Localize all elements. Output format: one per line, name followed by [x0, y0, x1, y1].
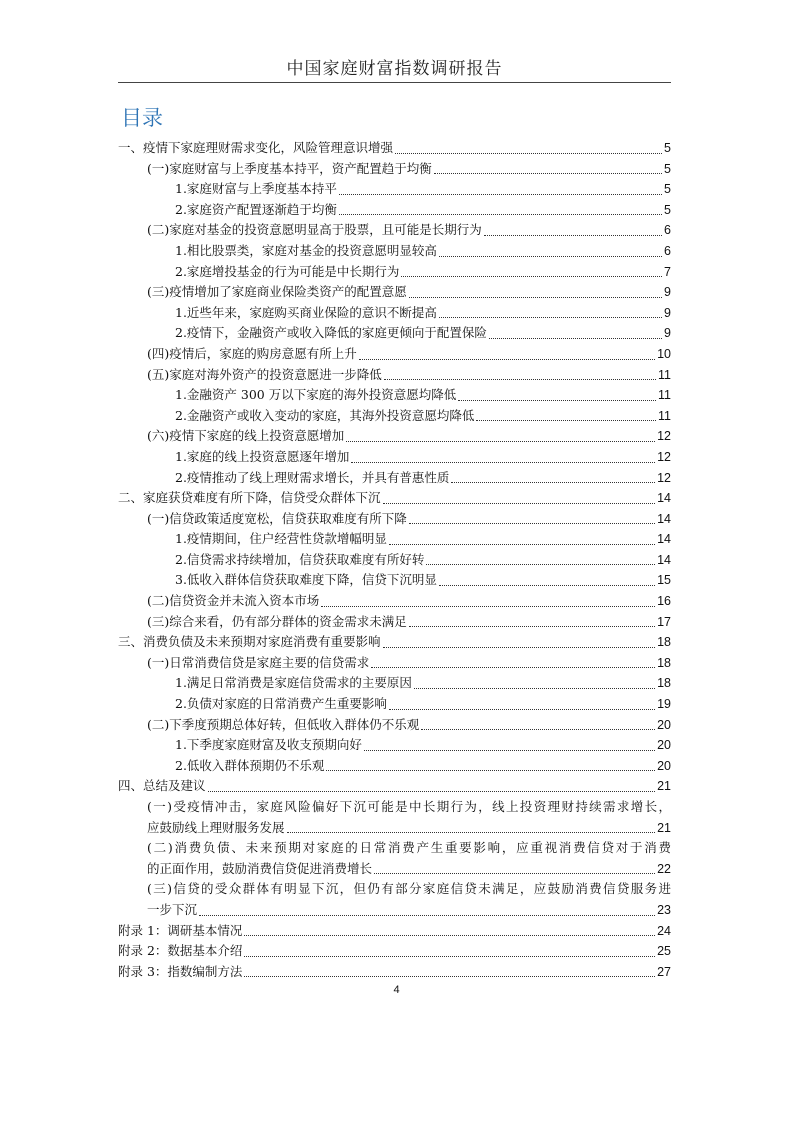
toc-entry-label: (一)家庭财富与上季度基本持平，资产配置趋于均衡 [147, 160, 432, 176]
toc-entry-label: 二、家庭获贷难度有所下降，信贷受众群体下沉 [118, 490, 381, 506]
toc-entry[interactable] [118, 962, 671, 983]
toc-entry-page: 27 [657, 964, 671, 979]
dot-leader [244, 935, 655, 936]
toc-entry-page: 18 [657, 635, 671, 650]
toc-entry-label: 1.相比股票类，家庭对基金的投资意愿明显较高 [175, 242, 437, 258]
table-of-contents [118, 138, 671, 982]
toc-entry[interactable] [118, 200, 671, 221]
toc-entry[interactable] [118, 529, 671, 550]
toc-entry[interactable] [118, 159, 671, 180]
toc-entry[interactable] [118, 879, 671, 920]
toc-entry-page: 20 [657, 717, 671, 732]
toc-entry-label: (三)疫情增加了家庭商业保险类资产的配置意愿 [147, 284, 407, 300]
dot-leader [409, 523, 655, 524]
toc-entry-label: 1.家庭财富与上季度基本持平 [175, 181, 337, 197]
toc-entry-label: (二)消费负债、未来预期对家庭的日常消费产生重要影响，应重视消费信贷对于消费 [147, 840, 671, 856]
dot-leader [321, 606, 655, 607]
toc-entry-label: 2.负债对家庭的日常消费产生重要影响 [175, 696, 387, 712]
dot-leader [439, 256, 662, 257]
toc-entry-page: 5 [664, 161, 671, 176]
toc-entry-page: 6 [664, 223, 671, 238]
toc-entry-label: 2.低收入群体预期仍不乐观 [175, 757, 325, 773]
toc-entry-page: 16 [657, 594, 671, 609]
toc-entry-page: 11 [658, 408, 671, 423]
dot-leader [451, 482, 655, 483]
toc-entry[interactable] [118, 509, 671, 530]
toc-entry-page: 12 [657, 470, 671, 485]
dot-leader [401, 276, 662, 277]
dot-leader [287, 832, 656, 833]
toc-entry[interactable] [118, 282, 671, 303]
toc-entry-page: 5 [664, 141, 671, 155]
dot-leader [384, 379, 656, 380]
dot-leader [409, 297, 662, 298]
toc-entry[interactable] [118, 838, 671, 879]
toc-entry[interactable] [118, 426, 671, 447]
toc-entry-label: 2.家庭增投基金的行为可能是中长期行为 [175, 263, 400, 279]
dot-leader [383, 647, 656, 648]
toc-entry[interactable] [118, 365, 671, 386]
toc-entry-page: 11 [658, 388, 671, 403]
toc-entry-label: (二)家庭对基金的投资意愿明显高于股票，且可能是长期行为 [147, 222, 482, 238]
dot-leader [395, 153, 662, 154]
dot-leader [346, 441, 655, 442]
toc-entry-label: 附录 1：调研基本情况 [118, 922, 243, 938]
dot-leader [364, 750, 655, 751]
toc-entry-label: (一)信贷政策适度宽松，信贷获取难度有所下降 [147, 510, 407, 526]
toc-entry-page: 21 [657, 820, 671, 835]
toc-entry[interactable] [118, 550, 671, 571]
dot-leader [339, 214, 662, 215]
toc-entry-page: 21 [657, 779, 671, 794]
toc-entry-label: 三、消费负债及未来预期对家庭消费有重要影响 [118, 634, 381, 650]
toc-entry[interactable] [118, 323, 671, 344]
toc-entry-label: 2.金融资产或收入变动的家庭，其海外投资意愿均降低 [175, 407, 475, 423]
toc-entry-label: 1.下季度家庭财富及收支预期向好 [175, 737, 362, 753]
toc-entry-page: 15 [657, 573, 671, 588]
toc-entry[interactable] [118, 612, 671, 633]
toc-entry[interactable] [118, 406, 671, 427]
toc-entry-label: (二)下季度预期总体好转，但低收入群体仍不乐观 [147, 716, 420, 732]
toc-entry-page: 12 [657, 449, 671, 464]
dot-leader [383, 503, 656, 504]
toc-entry-label-continued: 应鼓励线上理财服务发展 [147, 819, 285, 835]
toc-entry-page: 6 [664, 243, 671, 258]
toc-entry-page: 14 [657, 511, 671, 526]
toc-entry[interactable] [118, 344, 671, 365]
toc-entry-page: 18 [657, 676, 671, 691]
toc-entry-label: 1.近些年来，家庭购买商业保险的意识不断提高 [175, 304, 437, 320]
dot-leader [439, 585, 655, 586]
toc-entry-page: 11 [658, 367, 671, 382]
toc-entry[interactable] [118, 591, 671, 612]
dot-leader [439, 317, 662, 318]
toc-entry-page: 17 [657, 614, 671, 629]
toc-entry[interactable] [118, 488, 671, 509]
toc-entry[interactable] [118, 468, 671, 489]
toc-entry-page: 5 [664, 202, 671, 217]
toc-entry-page: 12 [657, 429, 671, 444]
toc-entry-page: 9 [664, 326, 671, 341]
toc-entry-page: 14 [657, 532, 671, 547]
toc-entry-label: 附录 2：数据基本介绍 [118, 943, 243, 959]
toc-entry-page: 5 [664, 182, 671, 197]
toc-entry-page: 14 [657, 491, 671, 506]
dot-leader [208, 791, 656, 792]
toc-entry[interactable] [118, 673, 671, 694]
toc-entry[interactable] [118, 632, 671, 653]
toc-entry-label: 3.低收入群体信贷获取难度下降，信贷下沉明显 [175, 572, 437, 588]
dot-leader [389, 544, 655, 545]
toc-title: 目录 [121, 106, 163, 130]
toc-entry[interactable] [118, 756, 671, 777]
dot-leader [426, 564, 655, 565]
toc-entry-label: 2.疫情推动了线上理财需求增长，并具有普惠性质 [175, 469, 450, 485]
toc-entry-label: 2.家庭资产配置逐渐趋于均衡 [175, 201, 337, 217]
header-rule [118, 82, 671, 83]
toc-entry-page: 9 [664, 285, 671, 300]
dot-leader [421, 729, 655, 730]
dot-leader [359, 359, 655, 360]
toc-entry-label: (四)疫情后，家庭的购房意愿有所上升 [147, 345, 357, 361]
dot-leader [244, 956, 655, 957]
toc-entry-label: (一)日常消费信贷是家庭主要的信贷需求 [147, 654, 370, 670]
toc-entry-page: 19 [657, 697, 671, 712]
toc-entry-label: (一)受疫情冲击，家庭风险偏好下沉可能是中长期行为，线上投资理财持续需求增长， [147, 799, 671, 814]
toc-entry[interactable] [118, 776, 671, 797]
dot-leader [409, 626, 655, 627]
toc-entry-label: 2.疫情下，金融资产或收入降低的家庭更倾向于配置保险 [175, 325, 487, 341]
toc-entry-label: 1.金融资产 300 万以下家庭的海外投资意愿均降低 [175, 387, 457, 403]
toc-entry[interactable] [118, 570, 671, 591]
toc-entry[interactable] [118, 715, 671, 736]
toc-entry-label: (五)家庭对海外资产的投资意愿进一步降低 [147, 366, 382, 382]
toc-entry[interactable] [118, 797, 671, 838]
toc-entry-label: 1.疫情期间，住户经营性贷款增幅明显 [175, 531, 387, 547]
toc-entry[interactable] [118, 653, 671, 674]
toc-entry[interactable] [118, 241, 671, 262]
toc-entry[interactable] [118, 447, 671, 468]
toc-entry-label-continued: 的正面作用，鼓励消费信贷促进消费增长 [147, 860, 373, 876]
toc-entry-label: (三)综合来看，仍有部分群体的资金需求未满足 [147, 613, 407, 629]
toc-entry-label: 1.满足日常消费是家庭信贷需求的主要原因 [175, 675, 412, 691]
toc-entry[interactable] [118, 694, 671, 715]
toc-entry[interactable] [118, 262, 671, 283]
toc-entry-page: 10 [657, 346, 671, 361]
toc-entry-label: 四、总结及建议 [118, 778, 206, 794]
dot-leader [414, 688, 655, 689]
toc-entry-page: 7 [664, 264, 671, 279]
dot-leader [339, 194, 662, 195]
toc-entry-page: 24 [657, 923, 671, 938]
dot-leader [489, 338, 662, 339]
toc-entry[interactable] [118, 735, 671, 756]
toc-entry-page: 20 [657, 738, 671, 753]
dot-leader [351, 462, 655, 463]
toc-entry-label: 附录 3：指数编制方法 [118, 963, 243, 979]
dot-leader [389, 709, 655, 710]
toc-entry-label: (六)疫情下家庭的线上投资意愿增加 [147, 428, 345, 444]
toc-entry-label: 一、疫情下家庭理财需求变化，风险管理意识增强 [118, 140, 394, 155]
page-number: 4 [393, 984, 400, 996]
dot-leader [484, 235, 662, 236]
dot-leader [434, 173, 662, 174]
toc-entry[interactable] [118, 179, 671, 200]
toc-entry-label-continued: 一步下沉 [147, 901, 198, 917]
toc-entry-page: 9 [664, 305, 671, 320]
toc-entry[interactable] [118, 921, 671, 942]
toc-entry-label: 2.信贷需求持续增加，信贷获取难度有所好转 [175, 551, 425, 567]
toc-entry-page: 22 [657, 861, 671, 876]
dot-leader [199, 915, 655, 916]
dot-leader [458, 400, 656, 401]
toc-entry[interactable] [118, 303, 671, 324]
dot-leader [326, 770, 655, 771]
toc-entry-page: 23 [657, 902, 671, 917]
toc-entry-page: 14 [657, 552, 671, 567]
dot-leader [371, 667, 655, 668]
toc-entry-page: 25 [657, 944, 671, 959]
toc-entry-label: (二)信贷资金并未流入资本市场 [147, 593, 320, 609]
toc-entry-page: 20 [657, 758, 671, 773]
toc-entry[interactable] [118, 138, 671, 159]
toc-entry-label: 1.家庭的线上投资意愿逐年增加 [175, 448, 350, 464]
toc-entry-label: (三)信贷的受众群体有明显下沉，但仍有部分家庭信贷未满足，应鼓励消费信贷服务进 [147, 881, 671, 897]
running-header: 中国家庭财富指数调研报告 [286, 59, 503, 79]
dot-leader [374, 873, 655, 874]
dot-leader [476, 420, 656, 421]
toc-entry[interactable] [118, 941, 671, 962]
dot-leader [244, 976, 655, 977]
toc-entry[interactable] [118, 385, 671, 406]
toc-entry-page: 18 [657, 655, 671, 670]
toc-entry[interactable] [118, 220, 671, 241]
